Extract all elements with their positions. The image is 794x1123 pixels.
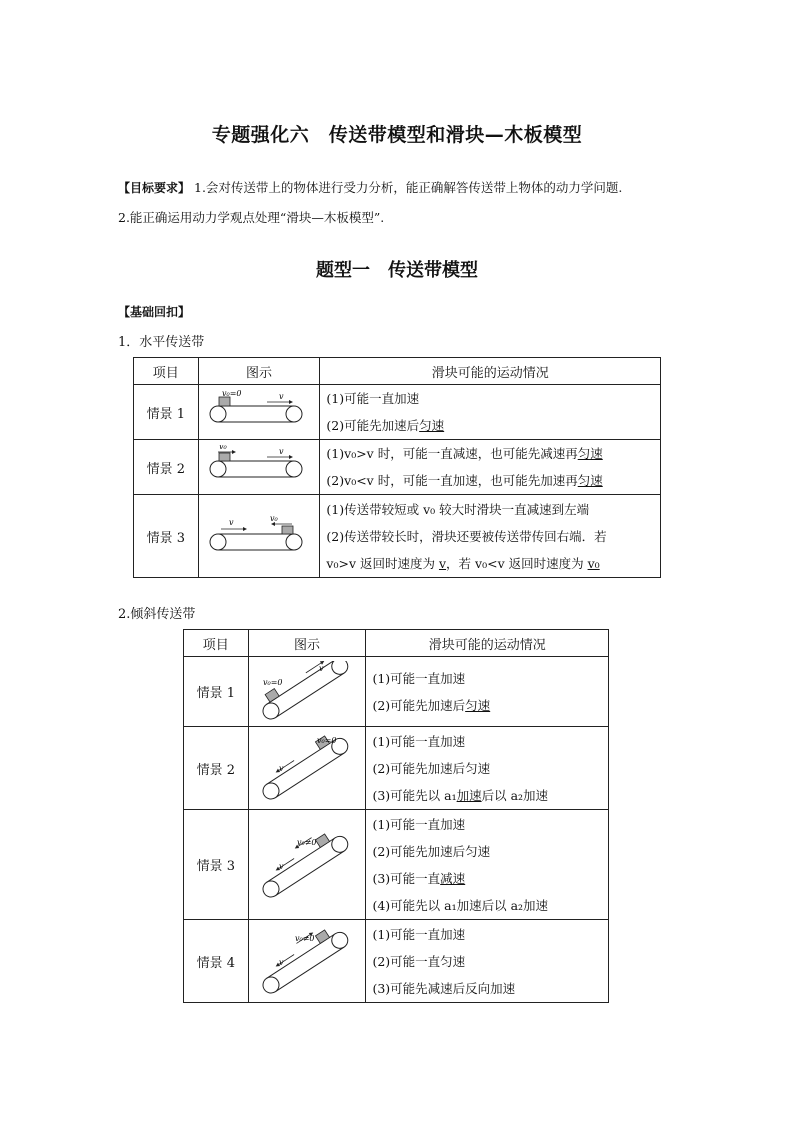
motion-line: (1)可能一直加速 xyxy=(326,391,420,406)
motion-line: (1)v₀>v 时，可能一直减速，也可能先减速再匀速 xyxy=(326,446,603,461)
svg-text:v₀=0: v₀=0 xyxy=(263,677,283,687)
row-label: 情景 3 xyxy=(134,495,199,578)
svg-text:v₀: v₀ xyxy=(219,445,227,451)
svg-text:v: v xyxy=(319,663,324,673)
block-icon xyxy=(265,688,279,702)
motion-line: (1)可能一直加速 xyxy=(372,733,466,749)
block-icon xyxy=(219,453,230,461)
motion-line: (1)可能一直加速 xyxy=(372,926,466,942)
inclined-belt-diagram xyxy=(257,927,357,995)
motion-line: (2)可能一直匀速 xyxy=(372,953,466,969)
table-header-row xyxy=(184,630,609,657)
svg-text:v: v xyxy=(279,764,284,773)
svg-text:v₀=0: v₀=0 xyxy=(317,736,337,745)
svg-text:v: v xyxy=(229,518,234,527)
goal-tag: 【目标要求】 xyxy=(118,181,191,195)
motion-cell xyxy=(366,810,609,920)
motion-line: (1)可能一直加速 xyxy=(372,816,466,832)
inclined-belt-diagram xyxy=(257,829,357,901)
svg-text:v: v xyxy=(279,447,284,456)
block-icon xyxy=(282,526,293,534)
svg-text:v: v xyxy=(279,861,284,871)
motion-line: (2)可能先加速后匀速 xyxy=(326,418,445,433)
table-row xyxy=(134,440,661,495)
inclined-belt-diagram xyxy=(257,661,357,723)
inclined-belt-diagram xyxy=(257,733,357,803)
section-title: 题型一 传送带模型 xyxy=(316,260,478,281)
motion-line: (1)可能一直加速 xyxy=(372,670,466,686)
motion-line: (3)可能先以 a₁加速后以 a₂加速 xyxy=(372,787,549,803)
table-row xyxy=(134,495,661,578)
svg-text:v₀≠0: v₀≠0 xyxy=(297,837,317,847)
inclined-heading: 2.倾斜传送带 xyxy=(118,607,196,622)
basic-label: 【基础回扣】 xyxy=(118,305,191,319)
svg-text:v₀≠0: v₀≠0 xyxy=(295,934,315,943)
horizontal-belt-diagram xyxy=(209,512,309,560)
motion-line: (2)v₀<v 时，可能一直加速，也可能先加速再匀速 xyxy=(326,473,603,488)
horizontal-belt-diagram xyxy=(209,445,309,489)
row-label: 情景 1 xyxy=(134,385,199,440)
motion-line: (3)可能先减速后反向加速 xyxy=(372,980,516,996)
v-label: v xyxy=(279,392,284,401)
svg-text:v: v xyxy=(279,958,284,967)
block-icon xyxy=(315,833,329,847)
horizontal-belt-table xyxy=(133,357,661,578)
motion-cell xyxy=(366,920,609,1003)
motion-cell xyxy=(366,727,609,810)
motion-cell xyxy=(366,657,609,727)
figure-cell xyxy=(248,810,366,920)
motion-line: (3)可能一直减速 xyxy=(372,870,466,886)
table-row xyxy=(184,920,609,1003)
motion-line: (2)可能先加速后匀速 xyxy=(372,760,491,776)
horizontal-belt-diagram xyxy=(209,390,309,434)
inclined-belt-table xyxy=(183,629,609,1003)
motion-line: (2)可能先加速后匀速 xyxy=(372,697,491,713)
figure-cell xyxy=(198,440,320,495)
row-label: 情景 4 xyxy=(184,920,249,1003)
header-figure: 图示 xyxy=(198,358,320,385)
svg-text:v₀: v₀ xyxy=(270,514,278,523)
table-header-row xyxy=(134,358,661,385)
header-figure: 图示 xyxy=(248,630,366,657)
motion-line: (1)传送带较短或 v₀ 较大时滑块一直减速到左端 xyxy=(326,501,590,517)
goal-line-1: 1.会对传送带上的物体进行受力分析，能正确解答传送带上物体的动力学问题. xyxy=(194,180,623,195)
motion-line: v₀>v 返回时速度为 v，若 v₀<v 返回时速度为 v₀ xyxy=(326,555,600,571)
header-motion: 滑块可能的运动情况 xyxy=(366,630,609,657)
block-icon xyxy=(315,930,329,944)
header-item: 项目 xyxy=(134,358,199,385)
figure-cell xyxy=(198,385,320,440)
motion-line: (2)可能先加速后匀速 xyxy=(372,843,491,859)
block-icon xyxy=(219,397,230,406)
v0-label: v₀=0 xyxy=(222,390,242,398)
figure-cell xyxy=(248,920,366,1003)
table-row xyxy=(134,385,661,440)
header-item: 项目 xyxy=(184,630,249,657)
table-row xyxy=(184,727,609,810)
motion-cell xyxy=(320,385,661,440)
motion-line: (4)可能先以 a₁加速后以 a₂加速 xyxy=(372,897,549,913)
row-label: 情景 1 xyxy=(184,657,249,727)
page-title: 专题强化六 传送带模型和滑块—木板模型 xyxy=(211,124,583,146)
goal-block xyxy=(118,173,678,232)
table-row xyxy=(184,810,609,920)
row-label: 情景 2 xyxy=(134,440,199,495)
table-row xyxy=(184,657,609,727)
figure-cell xyxy=(248,727,366,810)
header-motion: 滑块可能的运动情况 xyxy=(320,358,661,385)
goal-line-2: 2.能正确运用动力学观点处理“滑块—木板模型”. xyxy=(118,210,385,225)
motion-line: (2)传送带较长时，滑块还要被传送带传回右端．若 xyxy=(326,528,607,544)
row-label: 情景 3 xyxy=(184,810,249,920)
figure-cell xyxy=(198,495,320,578)
row-label: 情景 2 xyxy=(184,727,249,810)
figure-cell xyxy=(248,657,366,727)
motion-cell xyxy=(320,495,661,578)
horizontal-heading: 1．水平传送带 xyxy=(118,335,205,350)
motion-cell xyxy=(320,440,661,495)
